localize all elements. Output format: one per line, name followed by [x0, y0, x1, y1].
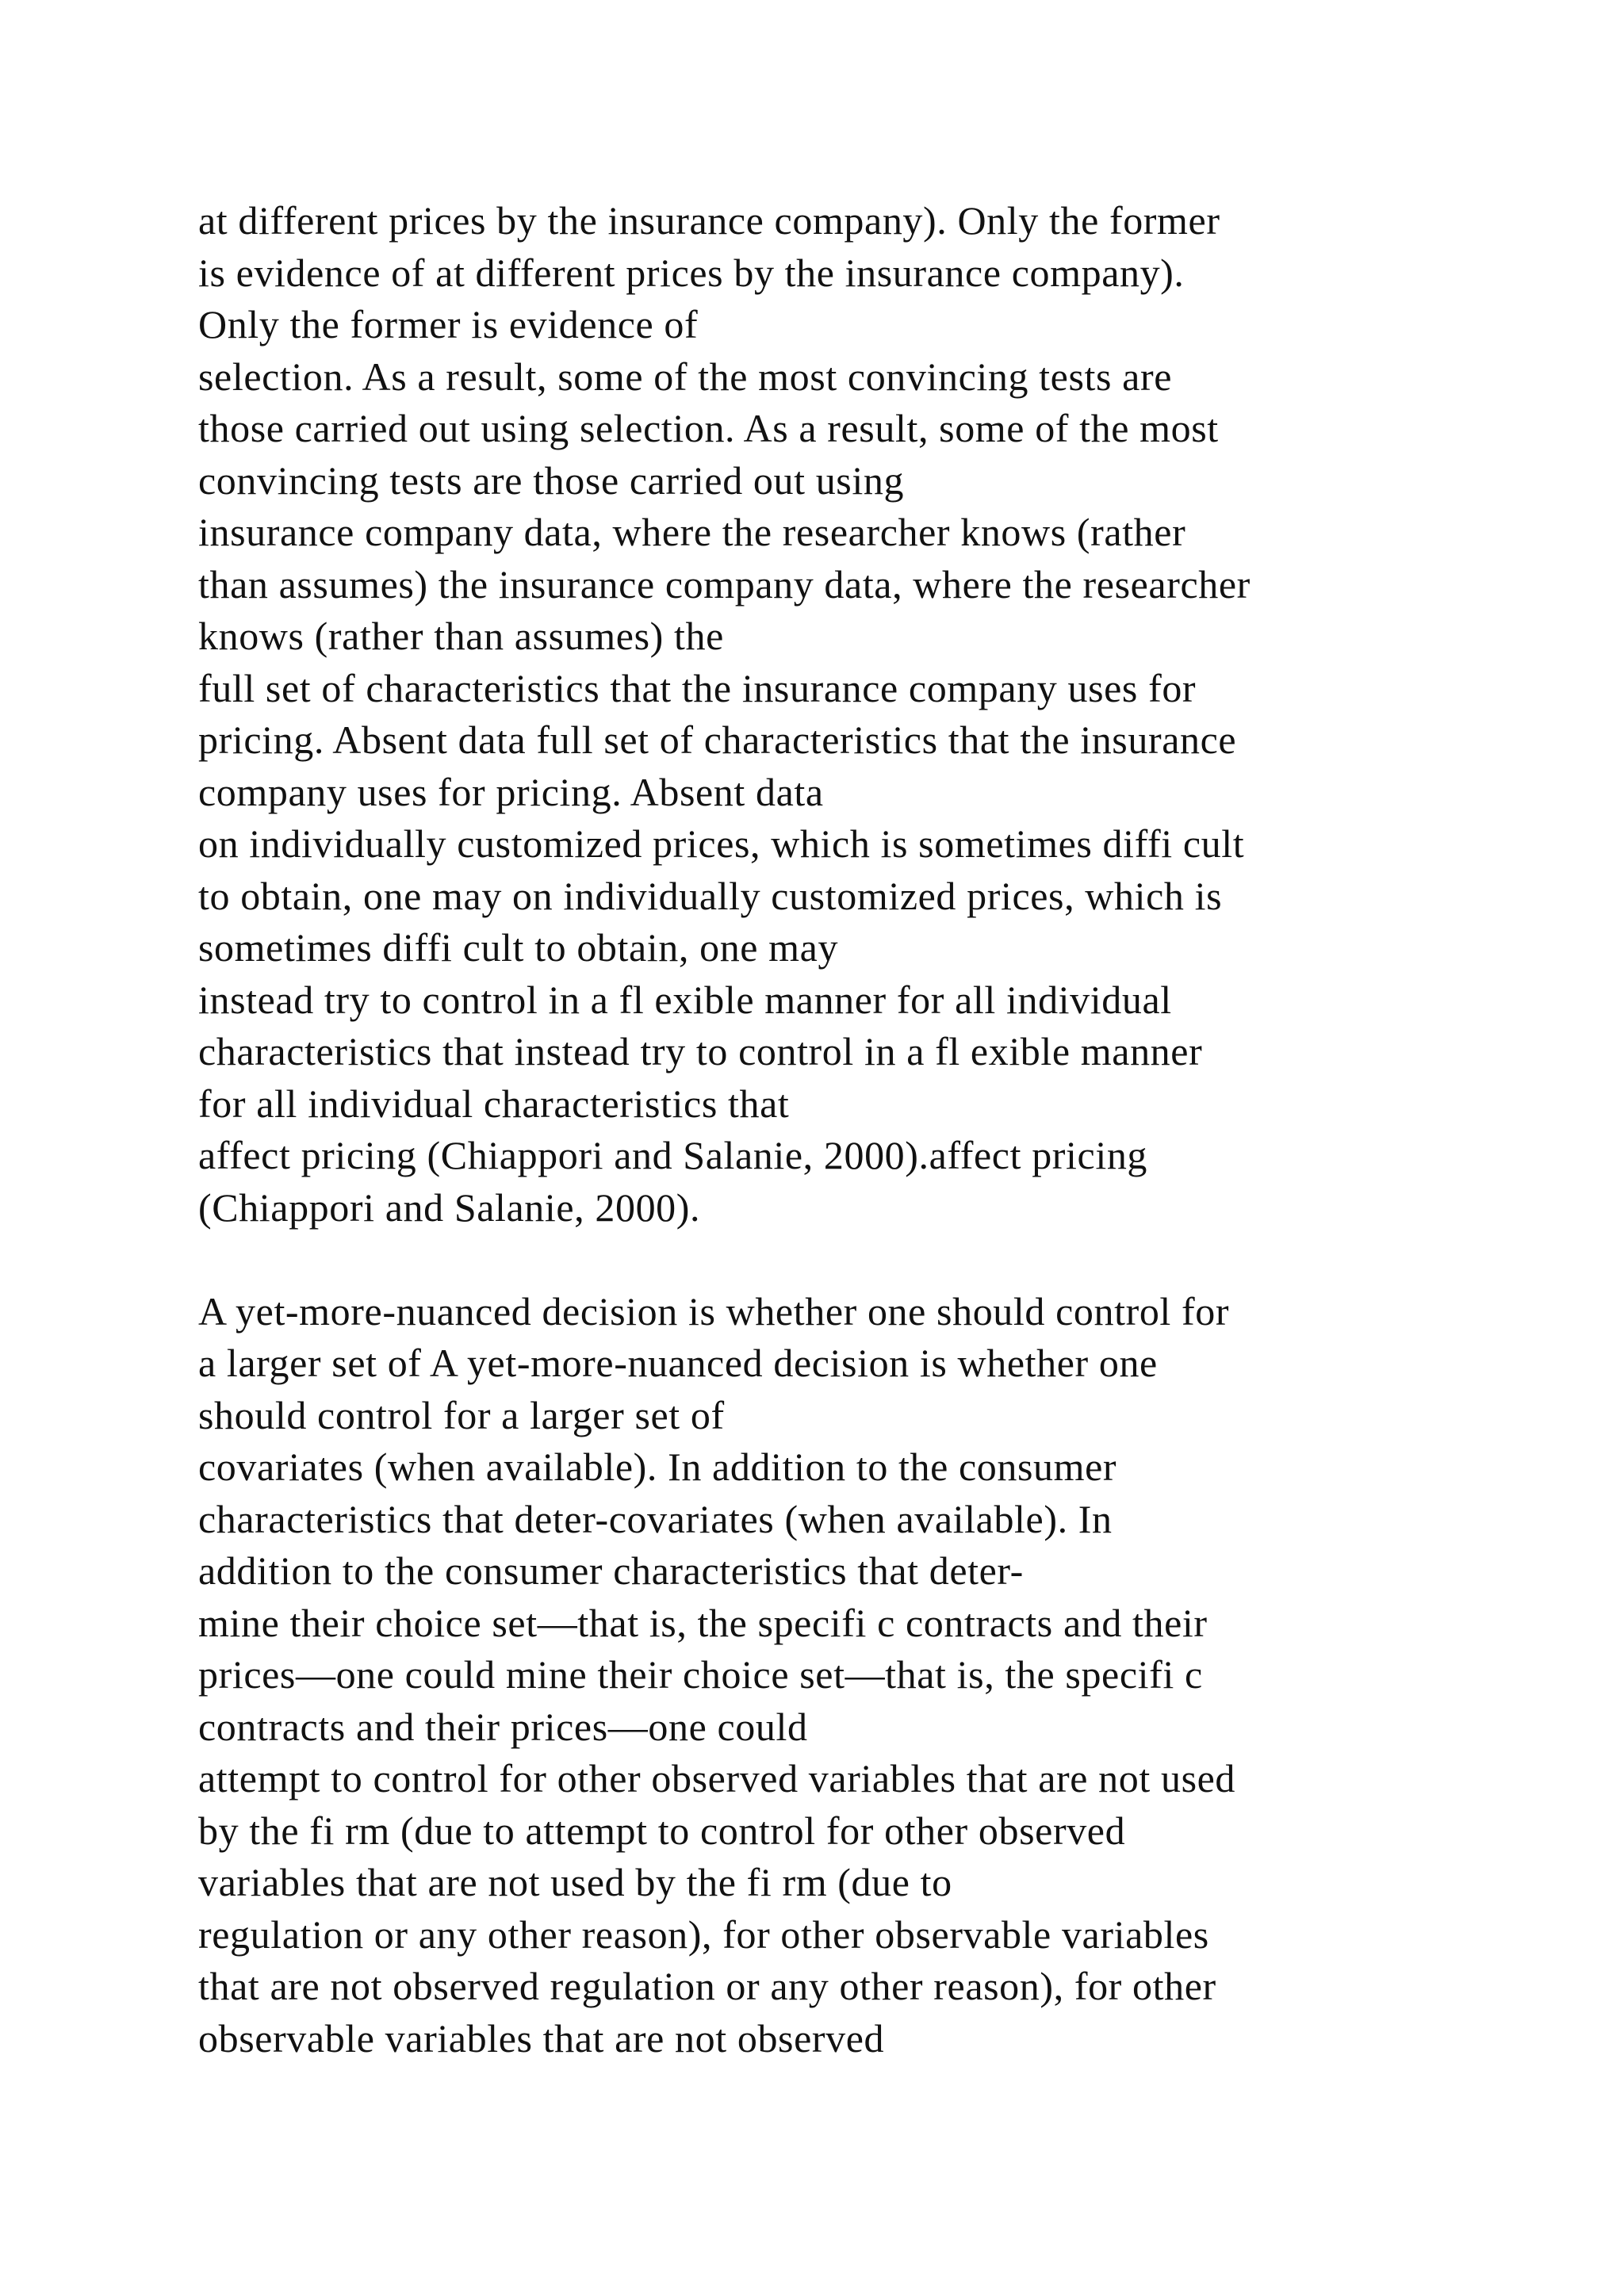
text-line: instead try to control in a fl exible manner for all individual	[198, 977, 1172, 1022]
text-line: sometimes diffi cult to obtain, one may	[198, 925, 839, 970]
text-line: covariates (when available). In addition to the consumer	[198, 1445, 1117, 1489]
text-line: company uses for pricing. Absent data	[198, 769, 824, 814]
text-line: observable variables that are not observed	[198, 2015, 885, 2061]
text-line: those carried out using selection. As a result, some of the most	[198, 406, 1219, 450]
text-line: contracts and their prices—one could	[198, 1704, 808, 1749]
text-line: attempt to control for other observed variables that are not used	[198, 1756, 1236, 1800]
text-line: addition to the consumer characteristics that deter-	[198, 1548, 1024, 1593]
paragraph-gap	[198, 1234, 1467, 1286]
text-line: Only the former is evidence of	[198, 302, 699, 346]
text-line: on individually customized prices, which is sometimes diffi cult	[198, 821, 1245, 866]
text-line: is evidence of at different prices by the insurance company).	[198, 250, 1185, 295]
paragraph-2	[198, 1286, 1467, 2065]
text-line: convincing tests are those carried out using	[198, 457, 905, 503]
text-line: than assumes) the insurance company data, where the researcher	[198, 561, 1251, 607]
text-line: selection. As a result, some of the most convincing tests are	[198, 354, 1173, 399]
text-line: insurance company data, where the researcher knows (rather	[198, 510, 1186, 554]
text-line: regulation or any other reason), for other observable variables	[198, 1911, 1209, 1957]
text-line: mine their choice set—that is, the specifi c contracts and their	[198, 1600, 1208, 1645]
text-line: should control for a larger set of	[198, 1392, 725, 1437]
text-line: knows (rather than assumes) the	[198, 614, 724, 658]
text-line: by the fi rm (due to attempt to control for other observed	[198, 1808, 1126, 1853]
text-line: pricing. Absent data full set of characteristics that the insurance	[198, 718, 1237, 762]
text-line: prices—one could mine their choice set—that is, the specifi c	[198, 1652, 1203, 1697]
text-line: for all individual characteristics that	[198, 1081, 790, 1126]
document-body	[198, 195, 1467, 2064]
text-line: at different prices by the insurance company). Only the former	[198, 198, 1220, 243]
text-line: variables that are not used by the fi rm (due to	[198, 1860, 952, 1904]
text-line: affect pricing (Chiappori and Salanie, 2000).affect pricing	[198, 1133, 1148, 1177]
text-line: to obtain, one may on individually customized prices, which is	[198, 873, 1223, 918]
text-line: (Chiappori and Salanie, 2000).	[198, 1184, 701, 1230]
text-line: characteristics that deter-covariates (when available). In	[198, 1496, 1113, 1541]
text-line: characteristics that instead try to control in a fl exible manner	[198, 1029, 1203, 1073]
text-line: that are not observed regulation or any other reason), for other	[198, 1964, 1216, 2008]
text-line: A yet-more-nuanced decision is whether one should control for	[198, 1288, 1230, 1334]
paragraph-1	[198, 195, 1467, 1234]
text-line: a larger set of A yet-more-nuanced decision is whether one	[198, 1341, 1158, 1385]
text-line: full set of characteristics that the insurance company uses for	[198, 665, 1197, 710]
